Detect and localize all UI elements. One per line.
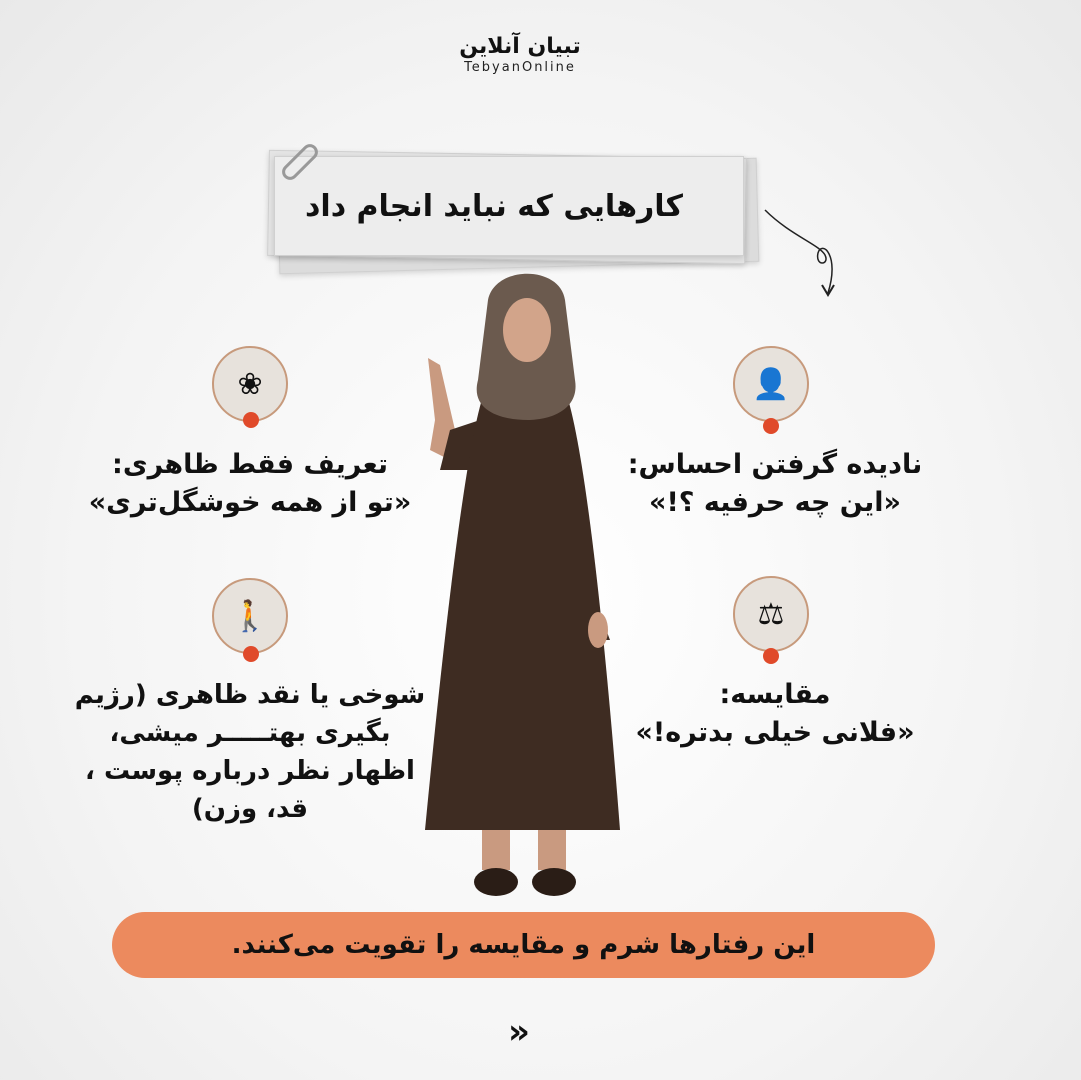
logo-persian: تبیان آنلاین bbox=[459, 34, 581, 59]
bullet-dot bbox=[763, 648, 779, 664]
item-comparison bbox=[620, 676, 930, 752]
next-page-button[interactable]: » bbox=[508, 1012, 530, 1052]
item-heading: تعریف فقط ظاهری: bbox=[112, 449, 388, 480]
page-title: کارهایی که نباید انجام داد bbox=[305, 188, 683, 224]
bullet-dot bbox=[243, 412, 259, 428]
bullet-dot bbox=[763, 418, 779, 434]
woman-illustration bbox=[410, 270, 640, 910]
scale-icon: ⚖ bbox=[733, 576, 809, 652]
item-heading: مقایسه: bbox=[719, 679, 831, 710]
lotus-icon: ❀ bbox=[212, 346, 288, 422]
item-teasing bbox=[70, 676, 430, 828]
item-line: اظهار نظر درباره پوست ، bbox=[85, 756, 415, 786]
teasing-people-icon: 🚶 bbox=[212, 578, 288, 654]
user-ignore-icon: 👤 bbox=[733, 346, 809, 422]
item-compliment bbox=[80, 446, 420, 522]
title-paper bbox=[268, 150, 758, 270]
logo bbox=[440, 34, 600, 75]
item-quote: «تو از همه خوشگل‌تری» bbox=[88, 487, 412, 518]
item-quote: «فلانی خیلی بدتره!» bbox=[635, 717, 915, 748]
summary-banner: این رفتارها شرم و مقایسه را تقویت می‌کنند. bbox=[112, 912, 935, 978]
bullet-dot bbox=[243, 646, 259, 662]
item-heading: نادیده گرفتن احساس: bbox=[627, 449, 923, 480]
curved-arrow-icon bbox=[760, 205, 850, 300]
item-line: شوخی یا نقد ظاهری (رژیم bbox=[74, 680, 426, 710]
item-line: قد، وزن) bbox=[191, 794, 309, 824]
logo-latin: TebyanOnline bbox=[464, 60, 576, 75]
item-ignore-feelings bbox=[620, 446, 930, 522]
item-line: بگیری بهتـــــر میشی، bbox=[109, 718, 391, 748]
item-quote: «این چه حرفیه ؟!» bbox=[649, 487, 901, 518]
